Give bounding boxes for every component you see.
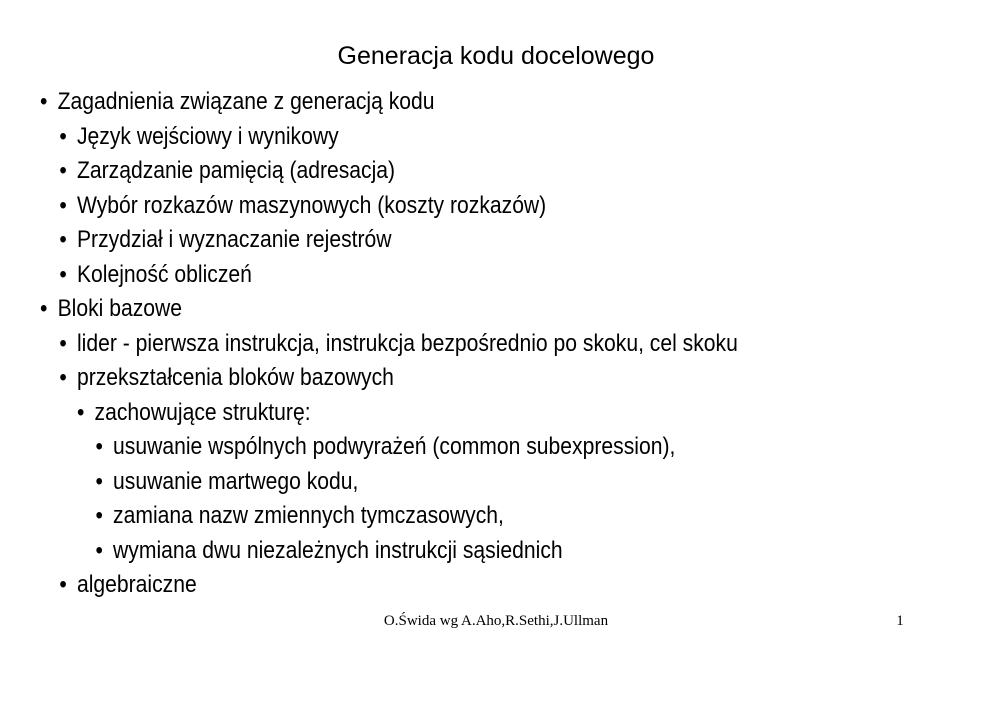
bullet-item: • zachowujące strukturę: (40, 396, 858, 431)
bullet-list (40, 85, 858, 603)
page-number: 1 (896, 613, 904, 629)
bullet-item: • algebraiczne (40, 568, 858, 603)
bullet-item: • Wybór rozkazów maszynowych (koszty rozkazów) (40, 189, 858, 224)
bullet-item: • Bloki bazowe (40, 292, 858, 327)
bullet-item: • Zagadnienia związane z generacją kodu (40, 85, 858, 120)
bullet-item: • zamiana nazw zmiennych tymczasowych, (40, 499, 858, 534)
slide-title: Generacja kodu docelowego (337, 42, 655, 70)
bullet-item: • Przydział i wyznaczanie rejestrów (40, 223, 858, 258)
bullet-item: • Kolejność obliczeń (40, 258, 858, 293)
bullet-item: • lider - pierwsza instrukcja, instrukcja bezpośrednio po skoku, cel skoku (40, 327, 858, 362)
slide-footer: O.Świda wg A.Aho,R.Sethi,J.Ullman (383, 613, 609, 629)
bullet-item: • Język wejściowy i wynikowy (40, 120, 858, 155)
bullet-item: • usuwanie wspólnych podwyrażeń (common subexpression), (40, 430, 858, 465)
bullet-item: • Zarządzanie pamięcią (adresacja) (40, 154, 858, 189)
bullet-item: • przekształcenia bloków bazowych (40, 361, 858, 396)
bullet-item: • usuwanie martwego kodu, (40, 465, 858, 500)
bullet-item: • wymiana dwu niezależnych instrukcji sąsiednich (40, 534, 858, 569)
